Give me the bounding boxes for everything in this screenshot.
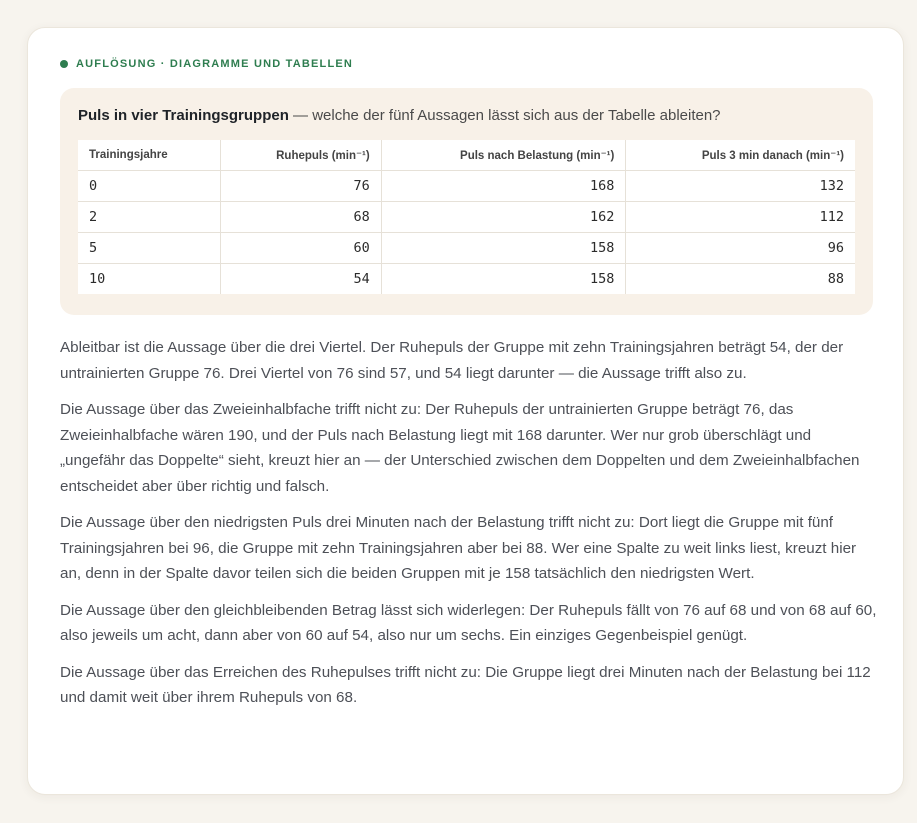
explanation-paragraph: Ableitbar ist die Aussage über die drei Viertel. Der Ruhepuls der Gruppe mit zehn Trainingsjahren beträgt 54, der der untrainierten Gruppe 76. Drei Viertel von 76 sind 57, und 54 liegt darunter — die Aussage trifft also zu.: [60, 339, 844, 382]
header-puls-nach-belastung: Puls nach Belastung (min⁻¹): [381, 140, 626, 171]
solution-card: [27, 27, 904, 795]
cell-puls-nach-belastung: 158: [381, 264, 626, 295]
explanation-text: [60, 335, 878, 722]
cell-puls-nach-belastung: 168: [381, 171, 626, 202]
cell-trainingsjahre: 0: [78, 171, 220, 202]
explanation-paragraph: Die Aussage über den niedrigsten Puls drei Minuten nach der Belastung trifft nicht zu: Dort liegt die Gruppe mit fünf Trainingsjahren bei 96, die Gruppe mit zehn Trainingsjahren aber bei 88. Wer eine Spalte zu weit links liest, kreuzt hier an, denn in der Spalte davor teilen sich die beiden Gruppen mit je 158 tatsächlich den niedrigsten Wert.: [60, 514, 857, 582]
question-text: — welche der fünf Aussagen lässt sich aus der Tabelle ableiten?: [288, 107, 721, 124]
explanation-paragraph: Die Aussage über das Erreichen des Ruhepulses trifft nicht zu: Die Gruppe liegt drei Minuten nach der Belastung bei 112 und damit weit über ihrem Ruhepuls von 68.: [60, 663, 871, 706]
explanation-paragraph: Die Aussage über den gleichbleibenden Betrag lässt sich widerlegen: Der Ruhepuls fällt von 76 auf 68 und von 68 auf 60, also jeweils um acht, dann aber von 60 auf 54, also nur um sechs. Ein einziges Gegenbeispiel genügt.: [60, 601, 877, 644]
cell-ruhepuls: 76: [220, 171, 381, 202]
table-row: [78, 171, 855, 202]
cell-puls-3-min-danach: 132: [626, 171, 855, 202]
cell-puls-nach-belastung: 162: [381, 202, 626, 233]
cell-trainingsjahre: 10: [78, 264, 220, 295]
table-row: [78, 202, 855, 233]
header-trainingsjahre: Trainingsjahre: [78, 140, 220, 171]
status-dot-icon: [60, 60, 68, 68]
eyebrow-label: AUFLÖSUNG · DIAGRAMME UND TABELLEN: [76, 58, 354, 70]
cell-trainingsjahre: 2: [78, 202, 220, 233]
table-header-row: [78, 140, 855, 171]
header-ruhepuls: Ruhepuls (min⁻¹): [220, 140, 381, 171]
cell-trainingsjahre: 5: [78, 233, 220, 264]
cell-ruhepuls: 68: [220, 202, 381, 233]
table-row: [78, 264, 855, 295]
cell-puls-3-min-danach: 96: [626, 233, 855, 264]
explanation-paragraph: Die Aussage über das Zweieinhalbfache trifft nicht zu: Der Ruhepuls der untrainierten Gruppe beträgt 76, das Zweieinhalbfache wären 190, und der Puls nach Belastung liegt mit 168 darunter. Wer nur grob überschlägt und „ungefähr das Doppelte“ sieht, kreuzt hier an — der Unterschied zwischen dem Doppelten und dem Zweieinhalbfachen entscheidet aber über richtig und falsch.: [60, 401, 860, 495]
cell-ruhepuls: 60: [220, 233, 381, 264]
cell-ruhepuls: 54: [220, 264, 381, 295]
pulse-table: [78, 140, 855, 294]
question-title: Puls in vier Trainingsgruppen: [78, 107, 289, 124]
cell-puls-3-min-danach: 88: [626, 264, 855, 295]
question-prompt: [78, 106, 855, 126]
question-box: [60, 88, 873, 315]
header-puls-3-min-danach: Puls 3 min danach (min⁻¹): [626, 140, 855, 171]
table-row: [78, 233, 855, 264]
section-eyebrow: [60, 58, 353, 70]
cell-puls-3-min-danach: 112: [626, 202, 855, 233]
cell-puls-nach-belastung: 158: [381, 233, 626, 264]
